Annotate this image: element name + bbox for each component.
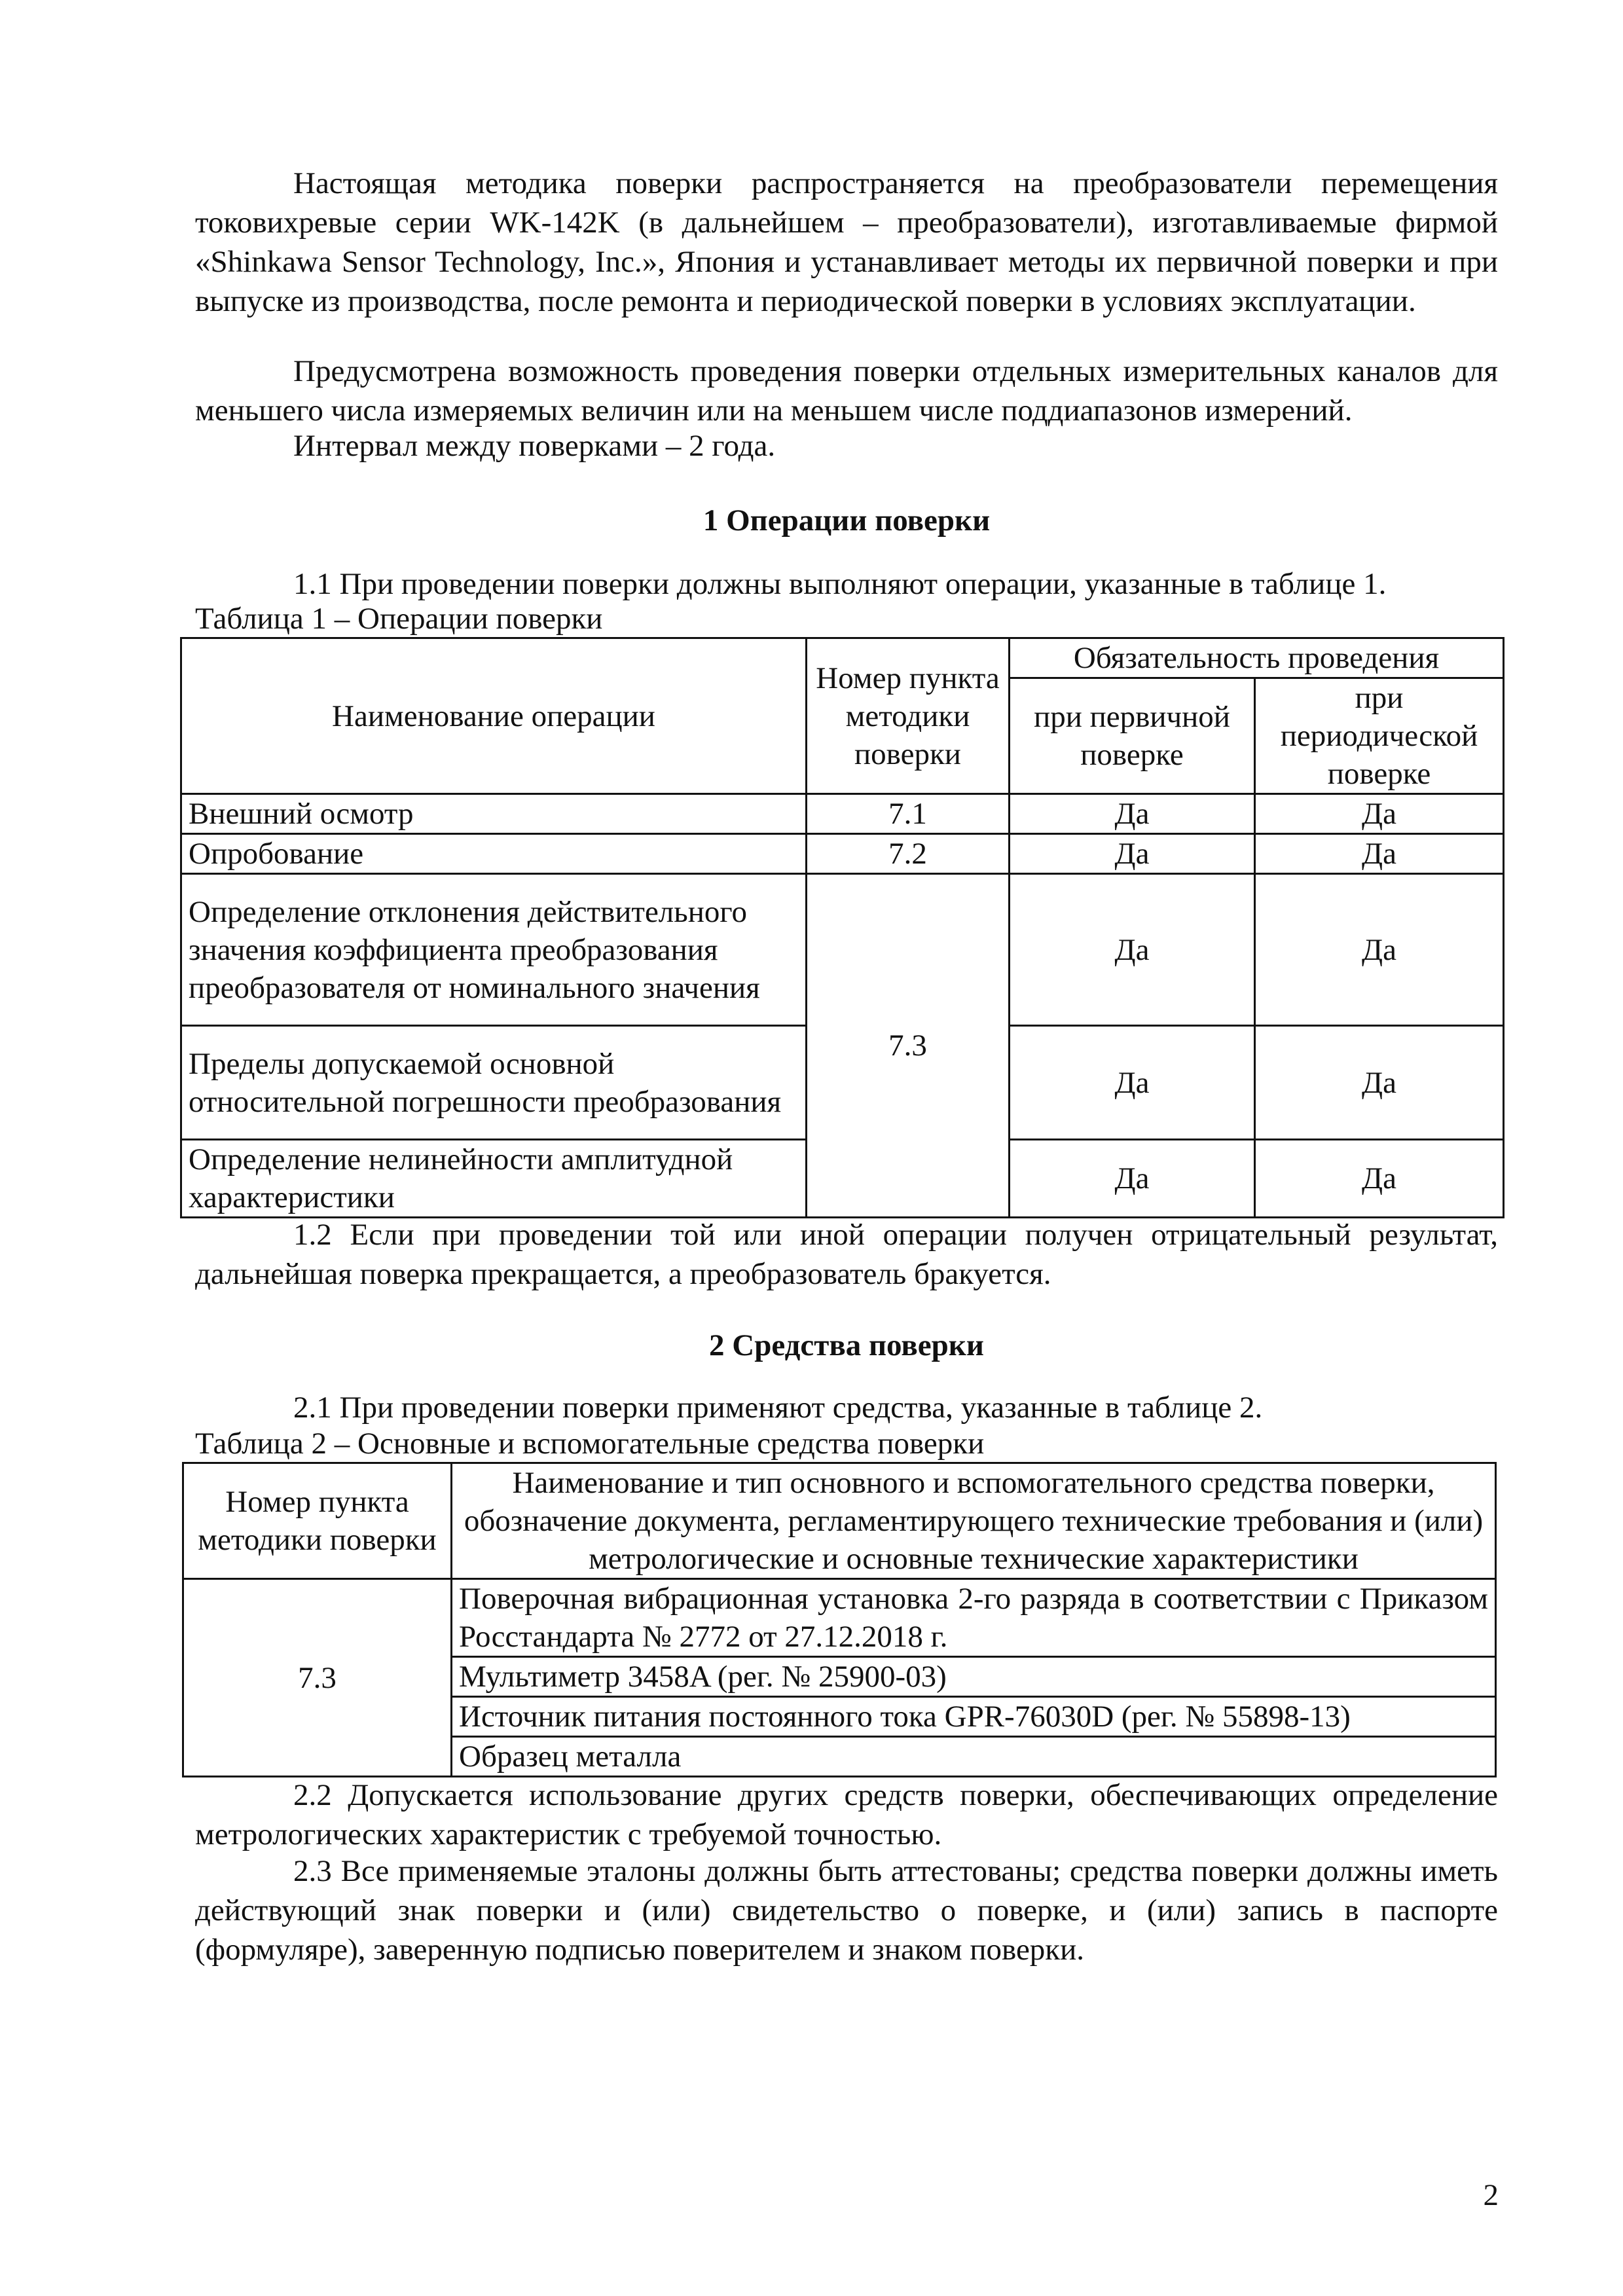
table-row xyxy=(181,834,1504,874)
table-cell-primary: Да xyxy=(1010,1026,1255,1140)
section-1-paragraph-1-2: 1.2 Если при проведении той или иной операции получен отрицательный результат, дальнейшая поверка прекращается, а преобразователь бракуется. xyxy=(195,1218,1498,1291)
table-2-instruments xyxy=(182,1462,1497,1777)
table-cell-primary: Да xyxy=(1010,1140,1255,1218)
table-2-header-item: Номер пункта методики поверки xyxy=(183,1463,452,1579)
table-cell-periodic: Да xyxy=(1255,1026,1504,1140)
table-cell-item: 7.2 xyxy=(807,834,1010,874)
table-1-header-item: Номер пункта методики поверки xyxy=(807,638,1010,794)
table-cell-periodic: Да xyxy=(1255,1140,1504,1218)
table-cell-periodic: Да xyxy=(1255,874,1504,1026)
section-1-paragraph-1-1: 1.1 При проведении поверки должны выполняют операции, указанные в таблице 1. xyxy=(293,567,1387,601)
intro-paragraph-3: Интервал между поверками – 2 года. xyxy=(293,429,776,463)
table-cell-operation: Пределы допускаемой основной относительной погрешности преобразования xyxy=(181,1026,807,1140)
table-1-header-mandatory: Обязательность проведения xyxy=(1010,638,1504,678)
table-cell-operation: Определение нелинейности амплитудной характеристики xyxy=(181,1140,807,1218)
table-cell-item: 7.3 xyxy=(807,874,1010,1218)
table-cell-operation: Внешний осмотр xyxy=(181,794,807,834)
table-cell-periodic: Да xyxy=(1255,834,1504,874)
table-row xyxy=(181,794,1504,834)
table-1-caption: Таблица 1 – Операции поверки xyxy=(195,602,603,636)
table-2-header-name: Наименование и тип основного и вспомогательного средства поверки, обозначение документа, регламентирующего технические требования и (или) метрологические и основные технические характеристики xyxy=(452,1463,1496,1579)
table-cell-operation: Определение отклонения действительного значения коэффициента преобразования преобразователя от номинального значения xyxy=(181,874,807,1026)
section-2-paragraph-2-1: 2.1 При проведении поверки применяют средства, указанные в таблице 2. xyxy=(293,1391,1263,1425)
table-cell-primary: Да xyxy=(1010,794,1255,834)
section-1-title: 1 Операции поверки xyxy=(702,503,991,538)
table-1-header-operation: Наименование операции xyxy=(181,638,807,794)
table-1-operations xyxy=(180,637,1504,1218)
table-cell-item: 7.3 xyxy=(183,1579,452,1777)
table-cell-instrument: Поверочная вибрационная установка 2-го разряда в соответствии с Приказом Росстандарта № 2772 от 27.12.2018 г. xyxy=(452,1579,1496,1657)
table-1-header-periodic: при периодической поверке xyxy=(1255,678,1504,794)
intro-paragraph-1: Настоящая методика поверки распространяется на преобразователи перемещения токовихревые серии WK-142K (в дальнейшем – преобразователи), изготавливаемые фирмой «Shinkawa Sensor Technology, Inc.», Япония и устанавливает методы их первичной поверки и при выпуске из производства, после ремонта и периодической поверки в условиях эксплуатации. xyxy=(195,166,1498,318)
section-2-title: 2 Средства поверки xyxy=(709,1328,984,1362)
table-cell-operation: Опробование xyxy=(181,834,807,874)
table-cell-item: 7.1 xyxy=(807,794,1010,834)
section-2-paragraph-2-2: 2.2 Допускается использование других средств поверки, обеспечивающих определение метрологических характеристик с требуемой точностью. xyxy=(195,1778,1498,1851)
table-cell-instrument: Источник питания постоянного тока GPR-76030D (рег. № 55898-13) xyxy=(452,1697,1496,1737)
table-cell-periodic: Да xyxy=(1255,794,1504,834)
table-cell-primary: Да xyxy=(1010,874,1255,1026)
table-cell-instrument: Мультиметр 3458A (рег. № 25900-03) xyxy=(452,1657,1496,1697)
table-row xyxy=(183,1579,1496,1657)
table-1-header-primary: при первичной поверке xyxy=(1010,678,1255,794)
intro-paragraph-2: Предусмотрена возможность проведения поверки отдельных измерительных каналов для меньшего числа измеряемых величин или на меньшем числе поддиапазонов измерений. xyxy=(195,354,1498,428)
table-cell-instrument: Образец металла xyxy=(452,1737,1496,1777)
table-cell-primary: Да xyxy=(1010,834,1255,874)
section-2-paragraph-2-3: 2.3 Все применяемые эталоны должны быть аттестованы; средства поверки должны иметь действующий знак поверки и (или) свидетельство о поверке, и (или) запись в паспорте (формуляре), заверенную подписью поверителем и знаком поверки. xyxy=(195,1854,1498,1967)
table-row xyxy=(181,874,1504,1026)
page-number: 2 xyxy=(1483,2178,1499,2212)
table-2-caption: Таблица 2 – Основные и вспомогательные средства поверки xyxy=(195,1427,985,1461)
